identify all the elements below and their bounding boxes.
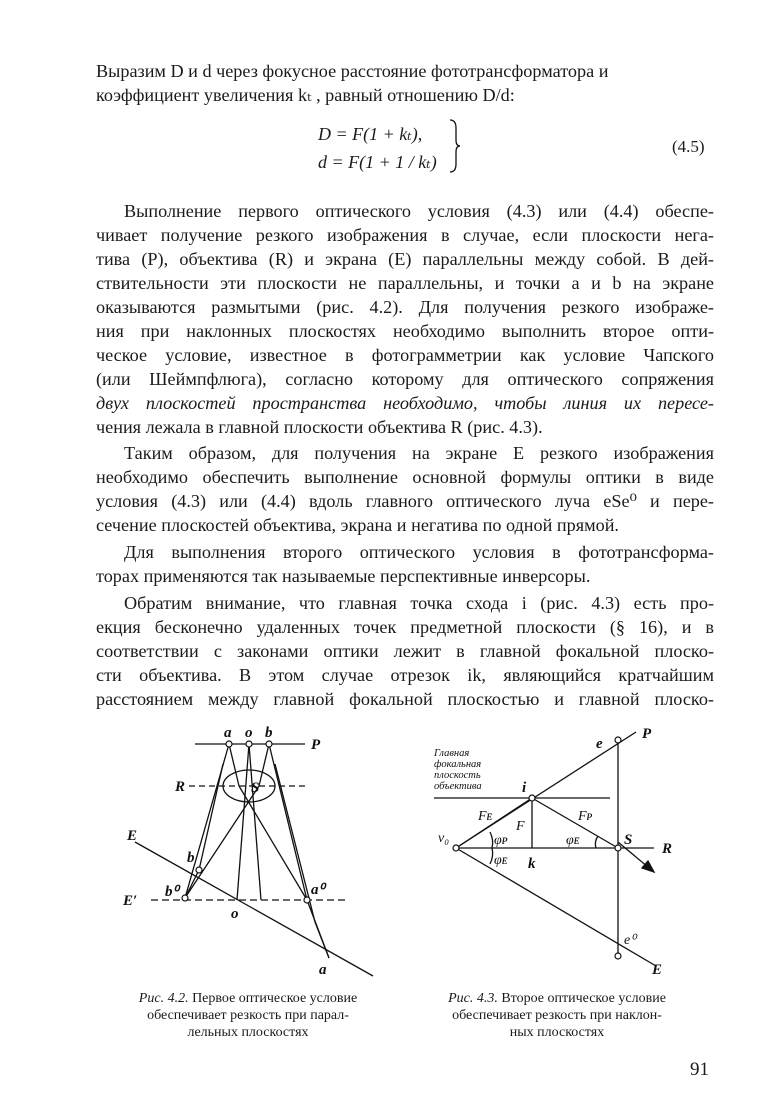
fig42-caption-line: лельных плоскостях	[187, 1025, 309, 1040]
intro-line-1: Выразим D и d через фокусное расстояние фототрансформатора и	[96, 61, 609, 81]
fig43-label: R	[662, 841, 673, 857]
p4-line: соответствии с законами оптики лежит в главной фокальной плоско-	[96, 641, 714, 661]
p1-line: чения лежала в главной плоскости объектива R (рис. 4.3).	[96, 417, 543, 437]
fig42-label: b⁰	[165, 884, 179, 900]
p4-line: расстоянием между главной фокальной плоскостью и главной плоско-	[96, 689, 714, 709]
p2-line: сечение плоскостей объектива, экрана и негатива по одной прямой.	[96, 515, 619, 535]
fig43-label: S	[624, 832, 633, 848]
fig43-label: φᴇ	[566, 833, 580, 848]
fig42-label: o	[231, 906, 239, 922]
figure-4-2-diagram	[115, 722, 385, 984]
p4-line: Обратим внимание, что главная точка схода i (рис. 4.3) есть про-	[124, 593, 714, 613]
fig43-label: P	[642, 726, 652, 742]
p1-line: оказываются размытыми (рис. 4.2). Для получения резкого изображе-	[96, 297, 714, 317]
p2-line: Таким образом, для получения на экране E резкого изображения	[124, 443, 714, 463]
p4-line: екция бесконечно удаленных точек предметной плоскости (§ 16), и в	[96, 617, 714, 637]
fig43-label: Fᴇ	[478, 809, 493, 824]
page-number: 91	[690, 1059, 709, 1080]
fig43-label: φᴘ	[494, 833, 508, 848]
fig43-label: φᴇ	[494, 853, 508, 868]
figure-4-3-caption	[412, 990, 702, 1041]
intro-line-2: коэффициент увеличения kₜ , равный отношению D/d:	[96, 85, 515, 105]
fig43-focal-label: Главная	[434, 748, 470, 759]
fig42-label: E′	[123, 893, 138, 909]
figure-4-2-caption	[98, 990, 398, 1041]
fig42-label: R	[175, 779, 186, 795]
fig43-caption-line: Второе оптическое условие	[501, 991, 666, 1006]
p1-line: чивает получение резкого изображения в случае, если плоскости нега-	[96, 225, 714, 245]
fig43-focal-label: плоскость	[434, 770, 481, 781]
fig42-label: b	[187, 850, 195, 866]
figure-4-3-diagram	[410, 722, 700, 984]
fig43-label: Fᴘ	[578, 809, 593, 824]
p3-line: торах применяются так называемые перспективные инверсоры.	[96, 566, 591, 586]
p1-line: тива (P), объектива (R) и экрана (E) параллельны между собой. В дей-	[96, 249, 714, 269]
p1-line: ческое условие, известное в фотограмметрии как условие Чапского	[96, 345, 714, 365]
p1-line: ствительности эти плоскости не параллельны, и точки a и b на экране	[96, 273, 714, 293]
text-line	[96, 60, 714, 82]
fig42-label: a⁰	[311, 882, 325, 898]
fig43-label: e	[596, 736, 603, 752]
fig43-label: e⁰	[624, 933, 636, 948]
fig42-label: S	[251, 780, 260, 796]
p2-line: необходимо обеспечить выполнение основной формулы оптики в виде	[96, 467, 714, 487]
fig42-label: a	[319, 962, 327, 978]
fig42-label: o	[245, 725, 253, 741]
p4-line: сти объектива. В этом случае отрезок ik, являющийся кратчайшим	[96, 665, 714, 685]
fig42-caption-line: обеспечивает резкость при парал-	[147, 1008, 349, 1023]
fig43-caption-line: ных плоскостях	[509, 1025, 605, 1040]
fig42-label: P	[311, 737, 321, 753]
equation-line-2: d = F(1 + 1 / kₜ)	[318, 152, 437, 172]
fig43-label: E	[652, 962, 663, 978]
fig43-label: k	[528, 856, 536, 872]
fig43-focal-label: фокальная	[434, 759, 482, 770]
fig42-label: E	[127, 828, 138, 844]
fig43-label: v₀	[438, 831, 450, 846]
fig43-caption-prefix: Рис. 4.3.	[448, 991, 498, 1006]
p1-line: Выполнение первого оптического условия (4.3) или (4.4) обеспе-	[124, 201, 714, 221]
equation-line-1: D = F(1 + kₜ),	[318, 124, 423, 144]
fig43-caption-line: обеспечивает резкость при наклон-	[452, 1008, 662, 1023]
text-line	[96, 84, 714, 106]
p1-line: (или Шеймпфлюга), согласно которому для оптического сопряжения	[96, 369, 714, 389]
fig42-label: b	[265, 725, 273, 741]
fig43-label: i	[522, 780, 527, 796]
fig43-label: F	[516, 819, 525, 834]
fig43-focal-label: объектива	[434, 781, 482, 792]
fig42-caption-prefix: Рис. 4.2.	[138, 991, 189, 1006]
fig42-label: a	[224, 725, 232, 741]
right-brace	[449, 118, 461, 174]
equation-number: (4.5)	[672, 137, 705, 156]
p1-line: двух плоскостей пространства необходимо, чтобы линия их пересе-	[96, 393, 714, 413]
fig42-caption-line: Первое оптическое условие	[192, 991, 358, 1006]
p1-line: ния при наклонных плоскостях необходимо выполнить второе опти-	[96, 321, 714, 341]
p2-line: условия (4.3) или (4.4) вдоль главного оптического луча eSe⁰ и пере-	[96, 491, 714, 511]
p3-line: Для выполнения второго оптического условия в фототрансформа-	[124, 542, 714, 562]
